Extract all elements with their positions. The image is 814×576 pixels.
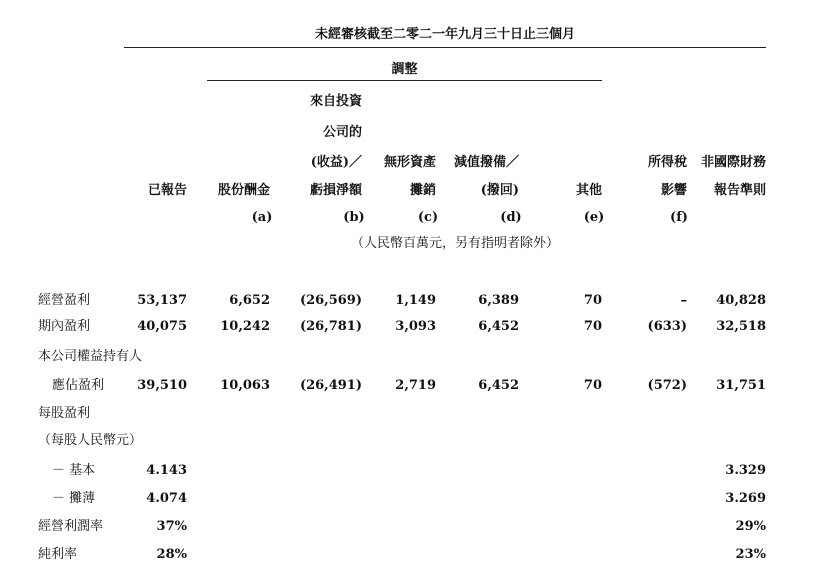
column-header-line: 虧損淨額	[309, 183, 362, 198]
column-header-line: 已報告	[147, 183, 187, 198]
column-header-line: 非國際財務	[700, 155, 766, 170]
column-header-line: (收益)／	[310, 155, 362, 170]
column-note: (f)	[670, 210, 688, 225]
column-header-line: 減值撥備／	[453, 155, 519, 170]
column-note: (e)	[583, 210, 605, 225]
column-header-line: 所得稅	[647, 155, 687, 170]
column-header-line: 攤銷	[409, 183, 436, 198]
adjustments-rule	[207, 80, 602, 81]
column-note: (d)	[500, 210, 522, 225]
column-header-line: 報告準則	[713, 183, 766, 198]
table-cell: 3.329	[725, 463, 766, 478]
column-header-line: 影響	[660, 183, 687, 198]
row-label: 每股盈利	[38, 406, 91, 421]
row-label: － 基本	[52, 463, 96, 478]
table-cell: 70	[583, 378, 602, 393]
table-cell: (572)	[647, 378, 687, 393]
table-cell: (26,569)	[299, 293, 362, 308]
column-header-line: (撥回)	[480, 183, 519, 198]
table-cell: 39,510	[137, 378, 187, 393]
adjustments-heading: 調整	[391, 62, 418, 77]
table-cell: 2,719	[395, 378, 436, 393]
table-cell: 70	[583, 319, 602, 334]
column-header-line: 無形資產	[383, 155, 436, 170]
table-cell: 40,075	[137, 319, 187, 334]
table-cell: 28%	[156, 547, 187, 562]
table-cell: 3.269	[725, 491, 766, 506]
table-cell: 37%	[156, 519, 187, 534]
table-cell: 10,063	[220, 378, 270, 393]
table-cell: 40,828	[716, 293, 766, 308]
table-cell: 4.074	[146, 491, 187, 506]
period-heading: 未經審核截至二零二一年九月三十日止三個月	[314, 27, 575, 42]
column-note: (b)	[343, 210, 365, 225]
row-label: 應佔盈利	[52, 378, 105, 393]
table-cell: 32,518	[716, 319, 766, 334]
table-cell: –	[680, 293, 687, 308]
row-label: 經營利潤率	[38, 519, 104, 534]
column-note: (a)	[251, 210, 273, 225]
table-cell: 53,137	[137, 293, 187, 308]
row-label: 經營盈利	[38, 293, 91, 308]
column-header-line: 其他	[575, 183, 602, 198]
column-header-line: 來自投資	[309, 94, 362, 109]
row-label: 純利率	[38, 547, 78, 562]
table-cell: 6,452	[478, 319, 519, 334]
row-label: 期內盈利	[38, 319, 91, 334]
column-header-line: 股份酬金	[217, 183, 270, 198]
row-label: － 攤薄	[52, 491, 96, 506]
row-label: （每股人民幣元）	[38, 433, 143, 448]
unit-note: （人民幣百萬元，另有指明者除外）	[350, 236, 559, 251]
table-cell: (26,781)	[299, 319, 362, 334]
table-cell: 3,093	[395, 319, 436, 334]
table-cell: 6,389	[478, 293, 519, 308]
table-cell: 6,652	[229, 293, 270, 308]
column-note: (c)	[417, 210, 439, 225]
column-header-line: 公司的	[322, 125, 362, 140]
table-cell: 31,751	[716, 378, 766, 393]
table-cell: 6,452	[478, 378, 519, 393]
table-cell: 10,242	[220, 319, 270, 334]
row-label: 本公司權益持有人	[38, 349, 143, 364]
table-cell: (26,491)	[299, 378, 362, 393]
table-cell: 23%	[735, 547, 766, 562]
table-cell: 1,149	[395, 293, 436, 308]
table-cell: (633)	[647, 319, 687, 334]
table-cell: 4.143	[146, 463, 187, 478]
period-rule	[124, 47, 766, 48]
table-cell: 70	[583, 293, 602, 308]
table-cell: 29%	[735, 519, 766, 534]
